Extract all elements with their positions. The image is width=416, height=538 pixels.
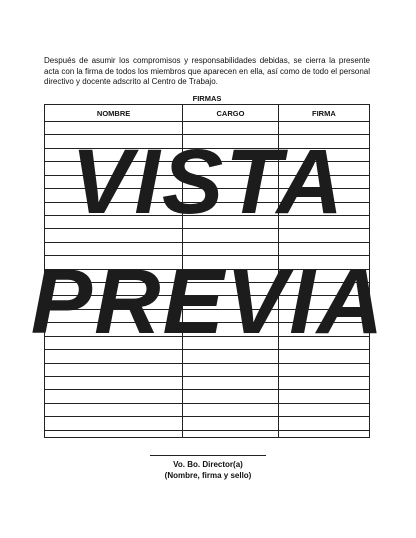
cell-nombre[interactable] [45, 309, 183, 322]
cell-cargo[interactable] [183, 350, 279, 363]
cell-firma[interactable] [278, 135, 369, 148]
table-row [45, 162, 369, 175]
table-row [45, 135, 369, 148]
table-row [45, 336, 369, 349]
cell-nombre[interactable] [45, 417, 183, 430]
header-cargo: CARGO [183, 105, 279, 122]
cell-nombre[interactable] [45, 403, 183, 416]
cell-cargo[interactable] [183, 390, 279, 403]
cell-firma[interactable] [278, 296, 369, 309]
cell-nombre[interactable] [45, 242, 183, 255]
cell-firma[interactable] [278, 336, 369, 349]
cell-cargo[interactable] [183, 162, 279, 175]
header-firma: FIRMA [278, 105, 369, 122]
table-row [45, 350, 369, 363]
cell-firma[interactable] [278, 417, 369, 430]
table-row [45, 417, 369, 430]
cell-firma[interactable] [278, 430, 369, 437]
cell-nombre[interactable] [45, 256, 183, 269]
cell-nombre[interactable] [45, 135, 183, 148]
cell-firma[interactable] [278, 162, 369, 175]
table-row [45, 403, 369, 416]
table-row [45, 390, 369, 403]
cell-firma[interactable] [278, 403, 369, 416]
cell-nombre[interactable] [45, 336, 183, 349]
table-row [45, 256, 369, 269]
cell-nombre[interactable] [45, 363, 183, 376]
intro-paragraph: Después de asumir los compromisos y responsabilidades debidas, se cierra la presente acta con la firma de todos los miembros que aparecen en ella, así como de todo el personal directivo y docente adscrito al Centro de Trabajo. [44, 56, 370, 86]
table-row [45, 377, 369, 390]
header-nombre: NOMBRE [45, 105, 183, 122]
cell-nombre[interactable] [45, 390, 183, 403]
cell-cargo[interactable] [183, 336, 279, 349]
cell-cargo[interactable] [183, 269, 279, 282]
cell-cargo[interactable] [183, 323, 279, 336]
cell-nombre[interactable] [45, 189, 183, 202]
table-body [45, 122, 369, 438]
cell-cargo[interactable] [183, 296, 279, 309]
cell-firma[interactable] [278, 215, 369, 228]
table-row [45, 323, 369, 336]
cell-nombre[interactable] [45, 162, 183, 175]
cell-nombre[interactable] [45, 229, 183, 242]
cell-firma[interactable] [278, 377, 369, 390]
table-row [45, 175, 369, 188]
cell-cargo[interactable] [183, 283, 279, 296]
table-row [45, 363, 369, 376]
cell-firma[interactable] [278, 309, 369, 322]
table-header-row [45, 105, 369, 122]
table-row [45, 283, 369, 296]
cell-cargo[interactable] [183, 215, 279, 228]
table-row [45, 269, 369, 282]
cell-cargo[interactable] [183, 135, 279, 148]
table-row [45, 215, 369, 228]
table-row [45, 242, 369, 255]
cell-cargo[interactable] [183, 403, 279, 416]
cell-firma[interactable] [278, 202, 369, 215]
cell-nombre[interactable] [45, 175, 183, 188]
cell-cargo[interactable] [183, 229, 279, 242]
cell-nombre[interactable] [45, 269, 183, 282]
table-row [45, 122, 369, 135]
cell-cargo[interactable] [183, 242, 279, 255]
cell-firma[interactable] [278, 242, 369, 255]
cell-firma[interactable] [278, 256, 369, 269]
table-row [45, 309, 369, 322]
cell-nombre[interactable] [45, 148, 183, 161]
section-title: FIRMAS [192, 94, 222, 103]
watermark-vista: VISTA [70, 131, 346, 233]
table-row [45, 202, 369, 215]
signature-title: Vo. Bo. Director(a) [173, 460, 243, 469]
cell-cargo[interactable] [183, 256, 279, 269]
cell-cargo[interactable] [183, 202, 279, 215]
cell-firma[interactable] [278, 122, 369, 135]
cell-cargo[interactable] [183, 122, 279, 135]
cell-cargo[interactable] [183, 189, 279, 202]
cell-firma[interactable] [278, 390, 369, 403]
cell-nombre[interactable] [45, 377, 183, 390]
cell-nombre[interactable] [45, 296, 183, 309]
signatures-table [44, 104, 370, 438]
cell-cargo[interactable] [183, 377, 279, 390]
table-row [45, 229, 369, 242]
signature-line [150, 455, 266, 456]
cell-cargo[interactable] [183, 363, 279, 376]
signature-subtitle: (Nombre, firma y sello) [164, 471, 252, 480]
cell-firma[interactable] [278, 269, 369, 282]
table-row [45, 430, 369, 437]
cell-firma[interactable] [278, 350, 369, 363]
cell-firma[interactable] [278, 323, 369, 336]
cell-nombre[interactable] [45, 323, 183, 336]
cell-cargo[interactable] [183, 417, 279, 430]
watermark-previa: PREVIA [30, 251, 386, 353]
cell-firma[interactable] [278, 363, 369, 376]
cell-cargo[interactable] [183, 309, 279, 322]
cell-firma[interactable] [278, 148, 369, 161]
cell-nombre[interactable] [45, 350, 183, 363]
cell-cargo[interactable] [183, 148, 279, 161]
cell-firma[interactable] [278, 175, 369, 188]
cell-nombre[interactable] [45, 430, 183, 437]
table-row [45, 189, 369, 202]
cell-nombre[interactable] [45, 215, 183, 228]
cell-nombre[interactable] [45, 122, 183, 135]
cell-cargo[interactable] [183, 175, 279, 188]
cell-firma[interactable] [278, 283, 369, 296]
cell-nombre[interactable] [45, 283, 183, 296]
cell-firma[interactable] [278, 189, 369, 202]
cell-nombre[interactable] [45, 202, 183, 215]
table-row [45, 148, 369, 161]
cell-firma[interactable] [278, 229, 369, 242]
cell-cargo[interactable] [183, 430, 279, 437]
table-row [45, 296, 369, 309]
